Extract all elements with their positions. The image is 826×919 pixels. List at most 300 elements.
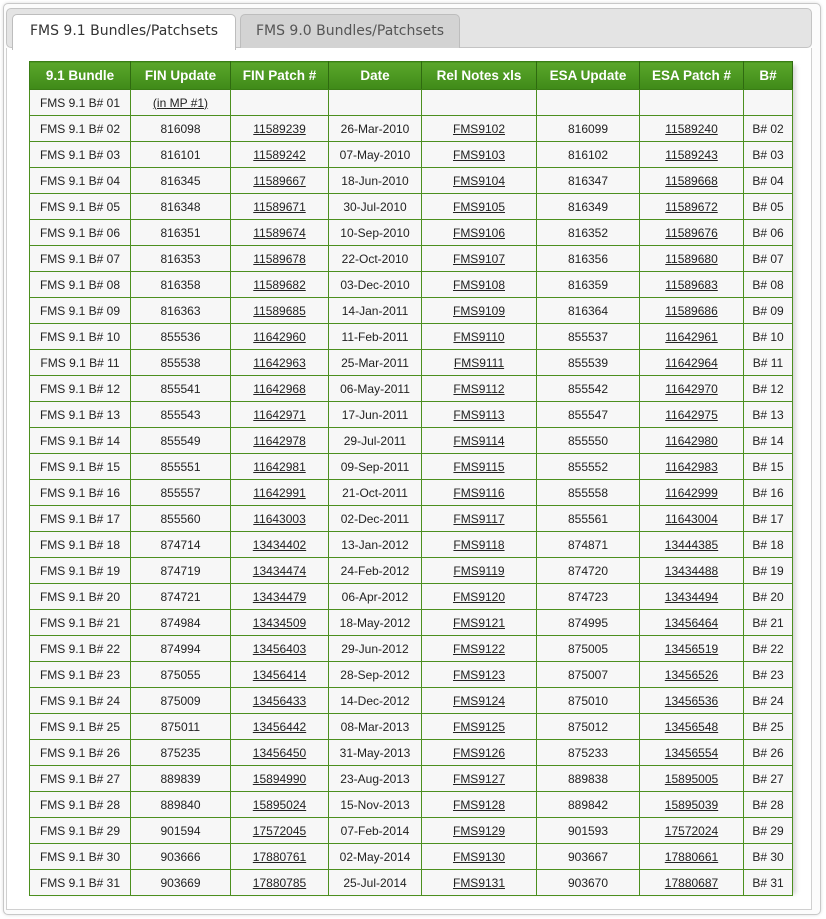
cell-esa-patch-link[interactable]: 13434488	[664, 563, 719, 578]
cell-esa-update: 875007	[537, 662, 640, 688]
cell-fin-update: 855557	[131, 480, 231, 506]
cell-b-number: B# 02	[744, 116, 793, 142]
cell-date: 14-Dec-2012	[329, 688, 422, 714]
cell-rel-notes	[422, 610, 537, 636]
cell-esa-update: 855542	[537, 376, 640, 402]
cell-esa-patch-link[interactable]: 11589686	[665, 303, 718, 318]
cell-bundle: FMS 9.1 B# 02	[30, 116, 131, 142]
cell-bundle: FMS 9.1 B# 04	[30, 168, 131, 194]
table-row	[30, 688, 793, 714]
cell-bundle: FMS 9.1 B# 24	[30, 688, 131, 714]
cell-esa-patch-link[interactable]: 11642999	[665, 485, 718, 500]
cell-esa-patch	[640, 90, 744, 116]
cell-fin-update: 855560	[131, 506, 231, 532]
cell-bundle: FMS 9.1 B# 25	[30, 714, 131, 740]
cell-date: 06-Apr-2012	[329, 584, 422, 610]
cell-fin-update	[131, 90, 231, 116]
cell-esa-patch	[640, 168, 744, 194]
cell-esa-patch-link[interactable]: 15895039	[664, 797, 719, 812]
cell-fin-patch-link[interactable]: 11642981	[253, 459, 306, 474]
cell-esa-patch-link[interactable]: 11589683	[665, 277, 718, 292]
cell-esa-patch-link[interactable]: 17572024	[664, 823, 719, 838]
cell-rel-notes-link[interactable]: FMS9127	[452, 771, 506, 786]
cell-fin-update: 816363	[131, 298, 231, 324]
cell-b-number: B# 11	[744, 350, 793, 376]
cell-b-number: B# 13	[744, 402, 793, 428]
cell-rel-notes-link[interactable]: FMS9111	[453, 355, 505, 370]
cell-rel-notes	[422, 714, 537, 740]
cell-esa-patch-link[interactable]: 11589672	[665, 199, 718, 214]
cell-rel-notes-link[interactable]: FMS9106	[452, 225, 506, 240]
cell-fin-patch-link[interactable]: 11642971	[253, 407, 306, 422]
cell-esa-patch	[640, 714, 744, 740]
cell-fin-update: 874994	[131, 636, 231, 662]
cell-fin-patch-link[interactable]: 11642963	[253, 355, 306, 370]
cell-esa-update: 855550	[537, 428, 640, 454]
table-row	[30, 272, 793, 298]
cell-rel-notes-link[interactable]: FMS9112	[453, 381, 505, 396]
table-row	[30, 792, 793, 818]
cell-fin-update: 816345	[131, 168, 231, 194]
cell-date: 07-May-2010	[329, 142, 422, 168]
cell-fin-update: 816358	[131, 272, 231, 298]
cell-b-number: B# 29	[744, 818, 793, 844]
cell-date: 29-Jun-2012	[329, 636, 422, 662]
cell-esa-update: 855539	[537, 350, 640, 376]
cell-esa-update: 889838	[537, 766, 640, 792]
cell-rel-notes-link[interactable]: FMS9120	[452, 589, 506, 604]
cell-fin-patch-link[interactable]: 11642978	[253, 433, 306, 448]
cell-esa-patch-link[interactable]: 11642964	[665, 355, 718, 370]
cell-fin-patch-link[interactable]: 11589671	[253, 199, 306, 214]
cell-fin-update: 875055	[131, 662, 231, 688]
cell-fin-patch-link[interactable]: 17880785	[252, 875, 307, 890]
cell-fin-update: 875009	[131, 688, 231, 714]
cell-rel-notes	[422, 272, 537, 298]
cell-esa-patch	[640, 298, 744, 324]
cell-rel-notes-link[interactable]: FMS9126	[452, 745, 506, 760]
table-row	[30, 298, 793, 324]
cell-fin-patch-link[interactable]: 11589667	[253, 173, 306, 188]
cell-rel-notes-link[interactable]: FMS9130	[452, 849, 506, 864]
cell-rel-notes-link[interactable]: FMS9122	[452, 641, 506, 656]
cell-rel-notes-link[interactable]: FMS9107	[452, 251, 506, 266]
cell-rel-notes-link[interactable]: FMS9110	[453, 329, 505, 344]
cell-esa-update: 816364	[537, 298, 640, 324]
cell-esa-patch	[640, 428, 744, 454]
table-row	[30, 376, 793, 402]
cell-esa-patch	[640, 506, 744, 532]
cell-rel-notes	[422, 454, 537, 480]
cell-esa-patch	[640, 818, 744, 844]
table-row	[30, 532, 793, 558]
header-esa-update: ESA Update	[537, 62, 640, 90]
cell-esa-patch-link[interactable]: 17880687	[664, 875, 719, 890]
cell-esa-patch-link[interactable]: 13444385	[664, 537, 719, 552]
cell-rel-notes-link[interactable]: FMS9128	[452, 797, 506, 812]
cell-esa-patch-link[interactable]: 11643004	[665, 511, 718, 526]
cell-fin-patch	[231, 376, 329, 402]
cell-rel-notes	[422, 818, 537, 844]
cell-fin-patch-link[interactable]: 11589242	[253, 147, 306, 162]
cell-rel-notes	[422, 844, 537, 870]
cell-rel-notes-link[interactable]: FMS9105	[452, 199, 506, 214]
cell-esa-patch-link[interactable]: 11642970	[665, 381, 718, 396]
cell-rel-notes-link[interactable]: FMS9117	[453, 511, 505, 526]
cell-esa-update: 816102	[537, 142, 640, 168]
cell-rel-notes	[422, 558, 537, 584]
cell-esa-patch	[640, 116, 744, 142]
cell-rel-notes-link[interactable]: FMS9103	[452, 147, 506, 162]
cell-b-number: B# 22	[744, 636, 793, 662]
cell-b-number: B# 18	[744, 532, 793, 558]
cell-esa-update: 816347	[537, 168, 640, 194]
cell-date: 25-Jul-2014	[329, 870, 422, 896]
cell-date: 22-Oct-2010	[329, 246, 422, 272]
table-row	[30, 168, 793, 194]
cell-esa-patch-link[interactable]: 11589676	[665, 225, 718, 240]
cell-rel-notes-link[interactable]: FMS9119	[453, 563, 505, 578]
cell-bundle: FMS 9.1 B# 23	[30, 662, 131, 688]
cell-fin-update: 901594	[131, 818, 231, 844]
cell-fin-update: 903666	[131, 844, 231, 870]
cell-b-number	[744, 90, 793, 116]
cell-esa-patch	[640, 740, 744, 766]
cell-rel-notes-link[interactable]: FMS9102	[452, 121, 506, 136]
cell-esa-patch-link[interactable]: 11642975	[665, 407, 718, 422]
cell-fin-patch-link[interactable]: 13434474	[252, 563, 307, 578]
cell-rel-notes-link[interactable]: FMS9121	[452, 615, 506, 630]
cell-fin-patch	[231, 168, 329, 194]
cell-bundle: FMS 9.1 B# 08	[30, 272, 131, 298]
cell-fin-update: 875235	[131, 740, 231, 766]
table-row	[30, 324, 793, 350]
cell-esa-patch-link[interactable]: 13456519	[664, 641, 719, 656]
cell-b-number: B# 12	[744, 376, 793, 402]
cell-rel-notes	[422, 116, 537, 142]
cell-fin-patch	[231, 818, 329, 844]
cell-fin-patch	[231, 350, 329, 376]
cell-fin-patch-link[interactable]: 11589685	[253, 303, 306, 318]
cell-bundle: FMS 9.1 B# 07	[30, 246, 131, 272]
cell-fin-update: 855541	[131, 376, 231, 402]
cell-bundle: FMS 9.1 B# 22	[30, 636, 131, 662]
cell-date: 08-Mar-2013	[329, 714, 422, 740]
cell-esa-update: 855537	[537, 324, 640, 350]
cell-esa-patch-link[interactable]: 13456526	[664, 667, 719, 682]
cell-esa-patch-link[interactable]: 13456548	[664, 719, 719, 734]
header-date: Date	[329, 62, 422, 90]
cell-fin-patch-link[interactable]: 15895024	[252, 797, 307, 812]
cell-esa-patch	[640, 662, 744, 688]
table-row	[30, 506, 793, 532]
cell-fin-update: 816098	[131, 116, 231, 142]
tab-fms-9-1[interactable]: FMS 9.1 Bundles/Patchsets	[12, 14, 236, 50]
cell-fin-update: 816351	[131, 220, 231, 246]
cell-esa-patch-link[interactable]: 17880661	[664, 849, 719, 864]
cell-b-number: B# 30	[744, 844, 793, 870]
cell-b-number: B# 19	[744, 558, 793, 584]
cell-rel-notes-link[interactable]: FMS9129	[452, 823, 506, 838]
cell-fin-update-link[interactable]: (in MP #1)	[152, 95, 209, 110]
cell-rel-notes	[422, 740, 537, 766]
cell-rel-notes-link[interactable]: FMS9113	[453, 407, 505, 422]
cell-esa-patch-link[interactable]: 11642961	[665, 329, 718, 344]
cell-esa-patch	[640, 194, 744, 220]
cell-fin-update: 889840	[131, 792, 231, 818]
table-row	[30, 350, 793, 376]
cell-esa-patch-link[interactable]: 11589680	[665, 251, 718, 266]
table-row	[30, 714, 793, 740]
cell-fin-update: 855536	[131, 324, 231, 350]
cell-rel-notes	[422, 220, 537, 246]
table-row	[30, 246, 793, 272]
cell-esa-update: 816356	[537, 246, 640, 272]
cell-bundle: FMS 9.1 B# 28	[30, 792, 131, 818]
cell-date: 17-Jun-2011	[329, 402, 422, 428]
cell-esa-update: 816099	[537, 116, 640, 142]
cell-fin-patch-link[interactable]: 13456450	[252, 745, 307, 760]
cell-bundle: FMS 9.1 B# 09	[30, 298, 131, 324]
cell-rel-notes	[422, 376, 537, 402]
cell-rel-notes-link[interactable]: FMS9114	[453, 433, 505, 448]
table-row	[30, 844, 793, 870]
cell-esa-update: 874995	[537, 610, 640, 636]
cell-rel-notes-link[interactable]: FMS9131	[452, 875, 506, 890]
cell-fin-patch-link[interactable]: 11589239	[253, 121, 306, 136]
cell-fin-patch-link[interactable]: 11642991	[253, 485, 306, 500]
cell-b-number: B# 20	[744, 584, 793, 610]
cell-esa-update: 874871	[537, 532, 640, 558]
cell-b-number: B# 16	[744, 480, 793, 506]
cell-rel-notes-link[interactable]: FMS9116	[453, 485, 505, 500]
cell-b-number: B# 05	[744, 194, 793, 220]
cell-fin-update: 855549	[131, 428, 231, 454]
cell-b-number: B# 10	[744, 324, 793, 350]
cell-esa-patch	[640, 454, 744, 480]
header-fin-update: FIN Update	[131, 62, 231, 90]
cell-fin-patch-link[interactable]: 11589682	[253, 277, 306, 292]
cell-bundle: FMS 9.1 B# 10	[30, 324, 131, 350]
cell-date: 25-Mar-2011	[329, 350, 422, 376]
cell-fin-update: 875011	[131, 714, 231, 740]
cell-esa-patch	[640, 870, 744, 896]
cell-date: 06-May-2011	[329, 376, 422, 402]
cell-esa-update: 855561	[537, 506, 640, 532]
cell-fin-patch	[231, 584, 329, 610]
cell-bundle: FMS 9.1 B# 14	[30, 428, 131, 454]
cell-fin-patch	[231, 714, 329, 740]
cell-rel-notes-link[interactable]: FMS9124	[452, 693, 506, 708]
cell-rel-notes	[422, 766, 537, 792]
cell-rel-notes-link[interactable]: FMS9123	[452, 667, 506, 682]
cell-bundle: FMS 9.1 B# 06	[30, 220, 131, 246]
cell-esa-patch	[640, 142, 744, 168]
cell-rel-notes	[422, 350, 537, 376]
cell-fin-patch	[231, 870, 329, 896]
cell-date: 24-Feb-2012	[329, 558, 422, 584]
cell-fin-patch	[231, 610, 329, 636]
cell-fin-patch	[231, 454, 329, 480]
cell-esa-patch	[640, 480, 744, 506]
cell-esa-patch-link[interactable]: 13456554	[664, 745, 719, 760]
cell-date: 30-Jul-2010	[329, 194, 422, 220]
cell-fin-update: 903669	[131, 870, 231, 896]
cell-fin-patch	[231, 142, 329, 168]
table-row	[30, 454, 793, 480]
cell-bundle: FMS 9.1 B# 18	[30, 532, 131, 558]
table-row	[30, 584, 793, 610]
cell-date: 07-Feb-2014	[329, 818, 422, 844]
cell-esa-patch	[640, 558, 744, 584]
cell-fin-patch-link[interactable]: 13434509	[252, 615, 307, 630]
cell-esa-patch-link[interactable]: 11589668	[665, 173, 718, 188]
cell-rel-notes	[422, 480, 537, 506]
cell-b-number: B# 08	[744, 272, 793, 298]
cell-esa-patch	[640, 324, 744, 350]
cell-bundle: FMS 9.1 B# 21	[30, 610, 131, 636]
table-row	[30, 428, 793, 454]
cell-esa-patch	[640, 688, 744, 714]
cell-bundle: FMS 9.1 B# 27	[30, 766, 131, 792]
cell-fin-patch	[231, 220, 329, 246]
table-row	[30, 610, 793, 636]
cell-esa-patch-link[interactable]: 11589243	[665, 147, 718, 162]
cell-fin-patch	[231, 324, 329, 350]
cell-fin-patch-link[interactable]: 13456433	[252, 693, 307, 708]
cell-fin-patch	[231, 844, 329, 870]
cell-rel-notes-link[interactable]: FMS9109	[452, 303, 506, 318]
cell-esa-update: 855547	[537, 402, 640, 428]
table-row	[30, 90, 793, 116]
cell-rel-notes	[422, 324, 537, 350]
bundles-table	[29, 61, 793, 896]
cell-b-number: B# 27	[744, 766, 793, 792]
cell-fin-patch-link[interactable]: 11589674	[253, 225, 306, 240]
cell-esa-patch-link[interactable]: 11642980	[665, 433, 718, 448]
cell-rel-notes-link[interactable]: FMS9104	[452, 173, 506, 188]
cell-fin-update: 855543	[131, 402, 231, 428]
cell-esa-update: 855558	[537, 480, 640, 506]
cell-esa-update: 816359	[537, 272, 640, 298]
header-fin-patch: FIN Patch #	[231, 62, 329, 90]
cell-b-number: B# 07	[744, 246, 793, 272]
cell-esa-update: 903667	[537, 844, 640, 870]
cell-bundle: FMS 9.1 B# 31	[30, 870, 131, 896]
cell-date: 21-Oct-2011	[329, 480, 422, 506]
cell-bundle: FMS 9.1 B# 15	[30, 454, 131, 480]
cell-date: 13-Jan-2012	[329, 532, 422, 558]
cell-esa-patch-link[interactable]: 11642983	[665, 459, 718, 474]
cell-fin-patch-link[interactable]: 11643003	[253, 511, 306, 526]
table-row	[30, 558, 793, 584]
cell-fin-patch	[231, 194, 329, 220]
cell-fin-patch-link[interactable]: 15894990	[252, 771, 307, 786]
cell-fin-patch-link[interactable]: 13456403	[252, 641, 307, 656]
cell-fin-patch-link[interactable]: 11589678	[253, 251, 306, 266]
cell-fin-patch-link[interactable]: 17572045	[252, 823, 307, 838]
cell-esa-patch-link[interactable]: 13456536	[664, 693, 719, 708]
cell-esa-update: 875012	[537, 714, 640, 740]
cell-b-number: B# 28	[744, 792, 793, 818]
cell-esa-patch	[640, 220, 744, 246]
cell-date: 09-Sep-2011	[329, 454, 422, 480]
cell-fin-patch-link[interactable]: 11642968	[253, 381, 306, 396]
table-row	[30, 194, 793, 220]
cell-esa-patch	[640, 272, 744, 298]
cell-fin-patch-link[interactable]: 13456414	[252, 667, 307, 682]
cell-b-number: B# 24	[744, 688, 793, 714]
cell-rel-notes	[422, 688, 537, 714]
cell-esa-patch-link[interactable]: 13456464	[664, 615, 719, 630]
cell-fin-update: 816353	[131, 246, 231, 272]
cell-esa-patch-link[interactable]: 15895005	[664, 771, 719, 786]
cell-rel-notes	[422, 584, 537, 610]
cell-fin-update: 874721	[131, 584, 231, 610]
cell-bundle: FMS 9.1 B# 13	[30, 402, 131, 428]
cell-fin-patch-link[interactable]: 11642960	[253, 329, 306, 344]
cell-fin-patch	[231, 298, 329, 324]
cell-esa-patch	[640, 792, 744, 818]
cell-rel-notes	[422, 90, 537, 116]
cell-fin-update: 874984	[131, 610, 231, 636]
header-b-number: B#	[744, 62, 793, 90]
cell-date: 14-Jan-2011	[329, 298, 422, 324]
cell-fin-patch-link[interactable]: 13456442	[252, 719, 307, 734]
header-bundle: 9.1 Bundle	[30, 62, 131, 90]
cell-fin-patch	[231, 90, 329, 116]
cell-rel-notes	[422, 142, 537, 168]
cell-fin-patch-link[interactable]: 13434479	[252, 589, 307, 604]
cell-rel-notes-link[interactable]: FMS9118	[453, 537, 505, 552]
cell-fin-patch	[231, 792, 329, 818]
cell-fin-patch	[231, 402, 329, 428]
cell-esa-patch	[640, 766, 744, 792]
header-rel-notes: Rel Notes xls	[422, 62, 537, 90]
cell-esa-patch-link[interactable]: 11589240	[665, 121, 718, 136]
cell-esa-update: 874723	[537, 584, 640, 610]
cell-rel-notes-link[interactable]: FMS9108	[452, 277, 506, 292]
cell-esa-patch-link[interactable]: 13434494	[664, 589, 719, 604]
cell-date: 23-Aug-2013	[329, 766, 422, 792]
cell-esa-update: 816352	[537, 220, 640, 246]
cell-rel-notes	[422, 428, 537, 454]
cell-bundle: FMS 9.1 B# 30	[30, 844, 131, 870]
cell-date: 29-Jul-2011	[329, 428, 422, 454]
cell-esa-update	[537, 90, 640, 116]
cell-fin-update: 874719	[131, 558, 231, 584]
header-row	[30, 62, 793, 90]
cell-bundle: FMS 9.1 B# 11	[30, 350, 131, 376]
cell-date: 10-Sep-2010	[329, 220, 422, 246]
cell-bundle: FMS 9.1 B# 05	[30, 194, 131, 220]
tab-fms-9-0[interactable]: FMS 9.0 Bundles/Patchsets	[240, 14, 460, 48]
cell-fin-patch-link[interactable]: 13434402	[252, 537, 307, 552]
cell-b-number: B# 06	[744, 220, 793, 246]
cell-rel-notes-link[interactable]: FMS9125	[452, 719, 506, 734]
cell-esa-patch	[640, 844, 744, 870]
cell-bundle: FMS 9.1 B# 17	[30, 506, 131, 532]
cell-rel-notes-link[interactable]: FMS9115	[453, 459, 505, 474]
cell-esa-patch	[640, 350, 744, 376]
cell-bundle: FMS 9.1 B# 29	[30, 818, 131, 844]
cell-fin-patch	[231, 766, 329, 792]
cell-fin-patch-link[interactable]: 17880761	[252, 849, 307, 864]
cell-bundle: FMS 9.1 B# 01	[30, 90, 131, 116]
cell-date: 15-Nov-2013	[329, 792, 422, 818]
cell-rel-notes	[422, 402, 537, 428]
cell-esa-patch	[640, 376, 744, 402]
